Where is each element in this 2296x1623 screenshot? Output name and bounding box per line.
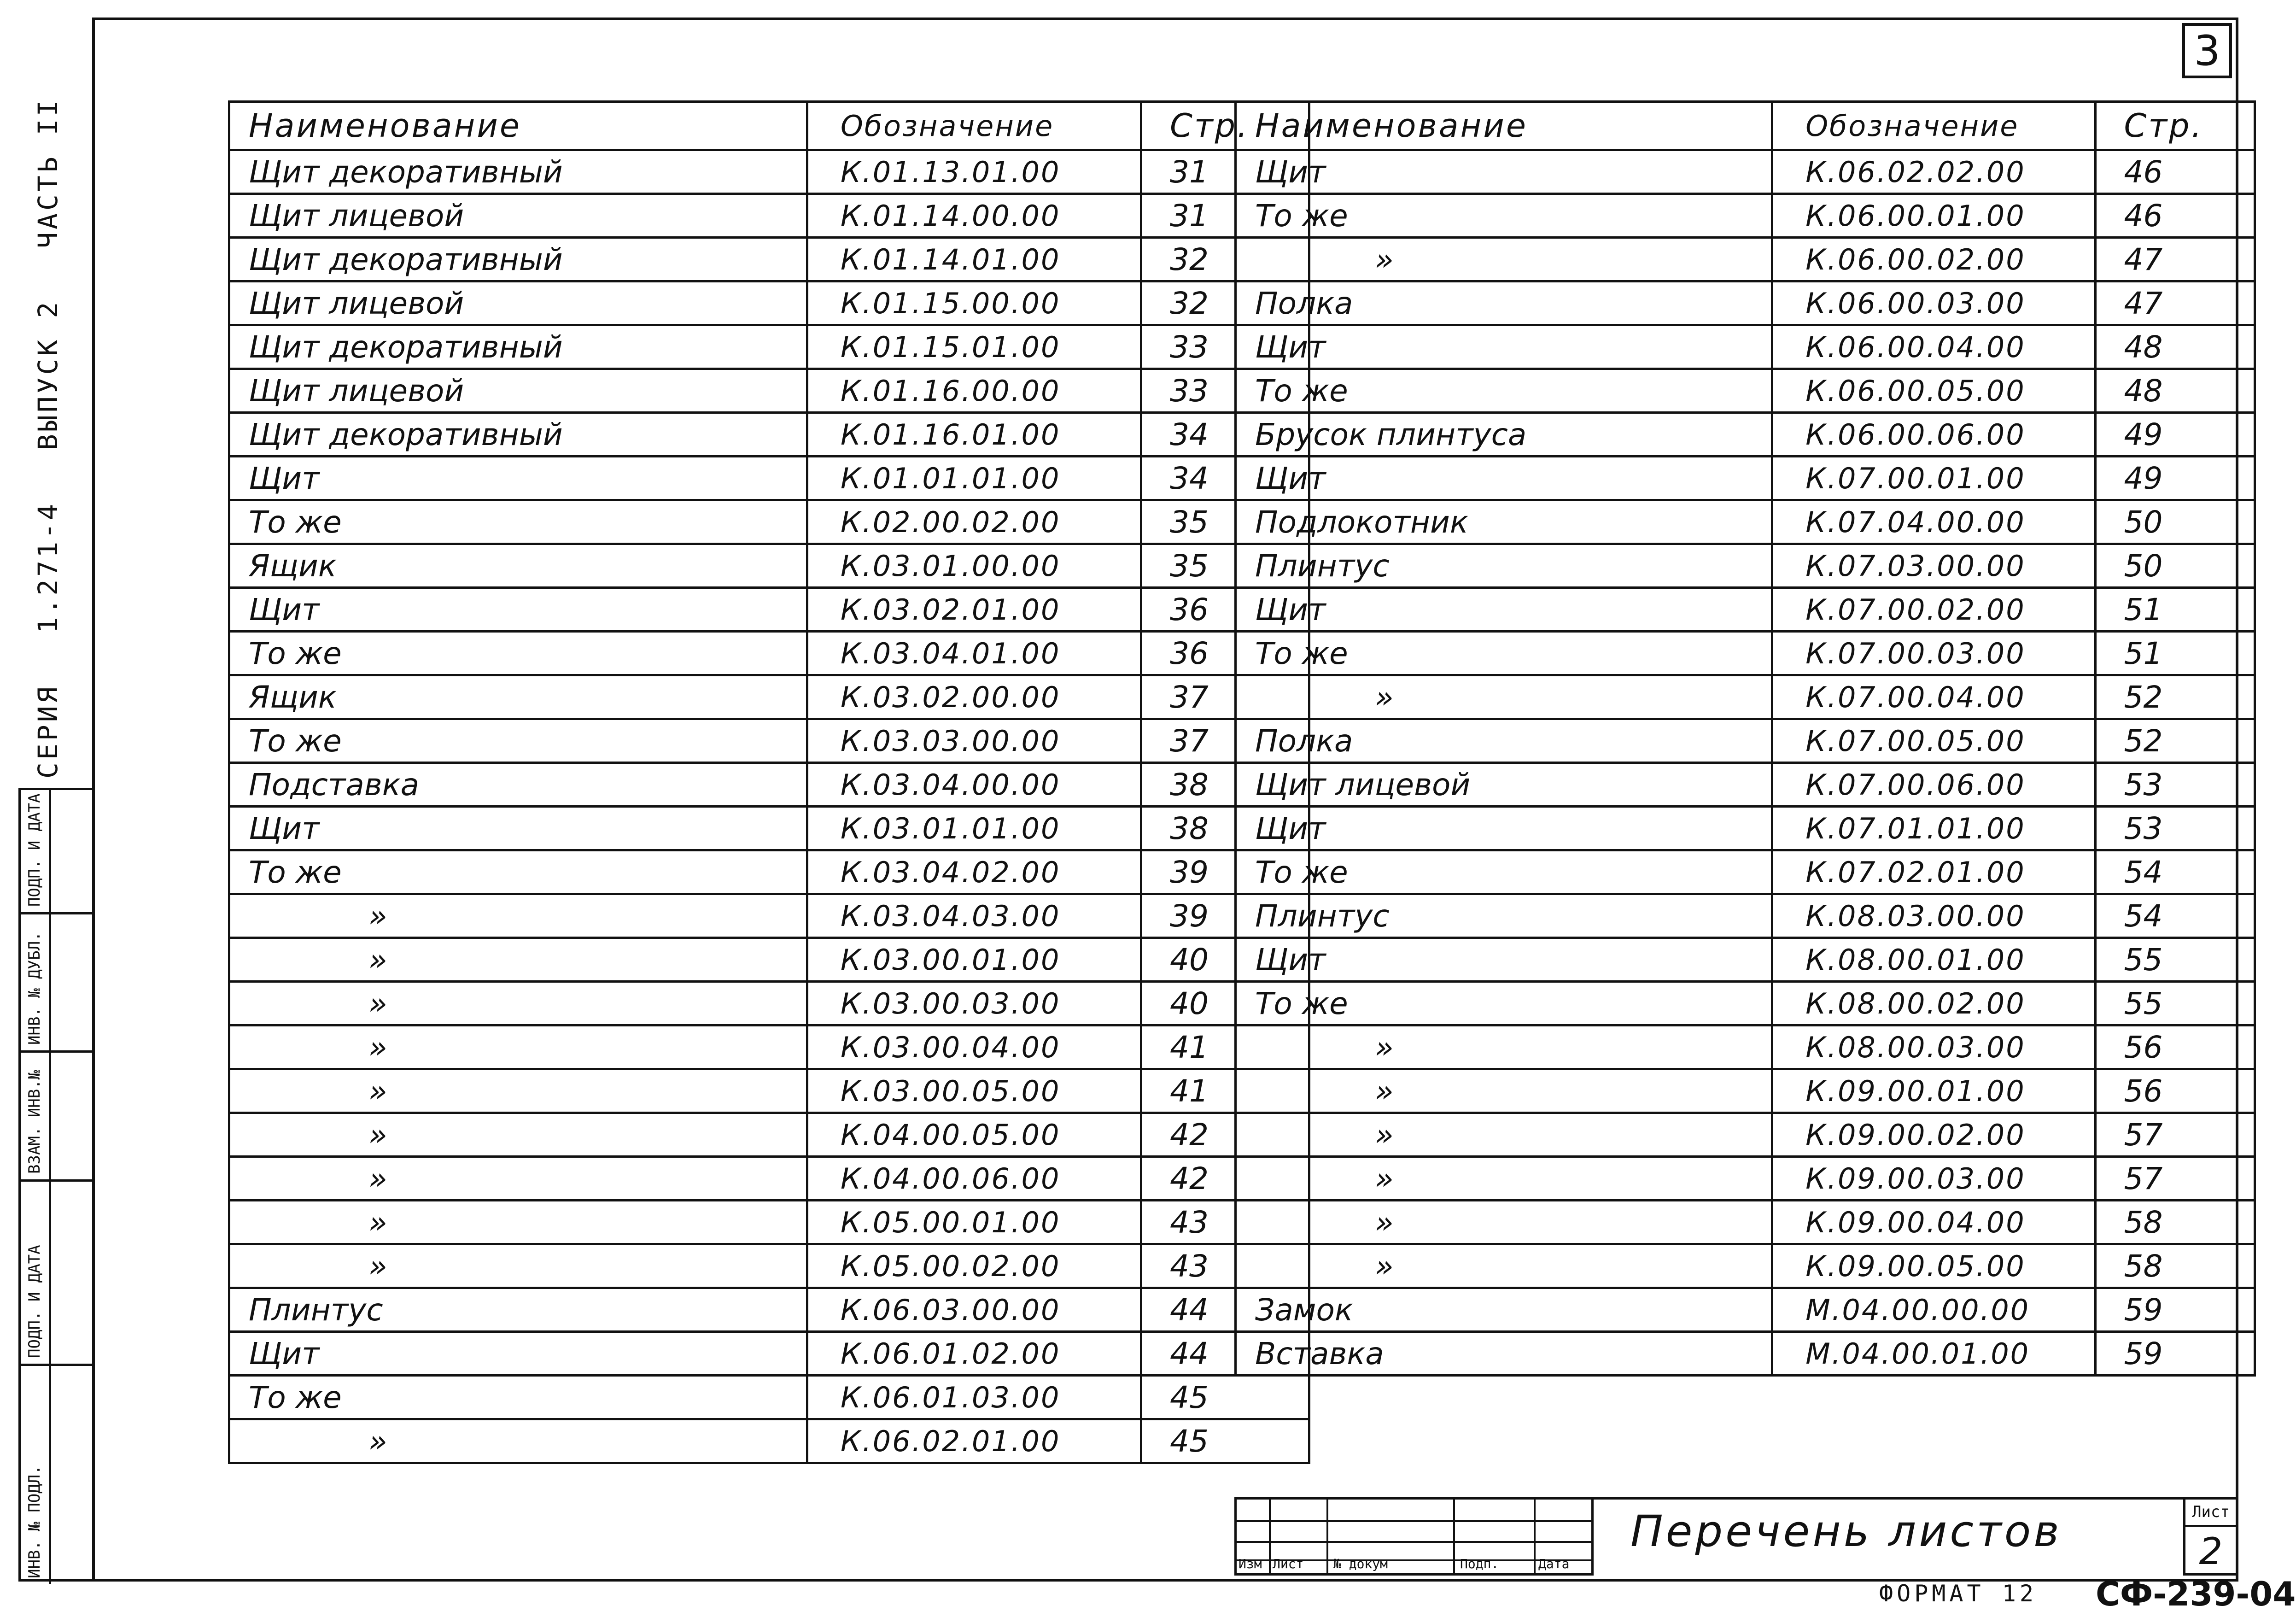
row-page: 53 [2095,807,2255,850]
row-designation: К.03.00.04.00 [807,1025,1141,1069]
table-row [1236,1069,2255,1113]
row-page: 48 [2095,369,2255,413]
table-row [229,1376,1309,1419]
table-row [1236,1201,2255,1244]
row-name: То же [229,632,807,675]
row-designation: К.04.00.06.00 [807,1157,1141,1201]
table-row [1236,1025,2255,1069]
table-row [229,894,1309,938]
row-name: То же [229,719,807,763]
row-page: 49 [2095,457,2255,500]
table-row [1236,369,2255,413]
col-label-sheet: Лист [1273,1556,1304,1571]
row-name: » [229,982,807,1025]
table-row [229,850,1309,894]
row-name: Вставка [1236,1332,1772,1376]
row-name: То же [229,850,807,894]
sheet-label: Лист [2185,1500,2236,1527]
row-name: Полка [1236,719,1772,763]
row-page: 56 [2095,1025,2255,1069]
row-name: » [1236,1244,1772,1288]
row-designation: К.06.00.05.00 [1772,369,2095,413]
row-page: 44 [1141,1332,1309,1376]
row-name: » [229,1201,807,1244]
row-designation: К.01.01.01.00 [807,457,1141,500]
row-page: 47 [2095,238,2255,281]
row-designation: К.08.00.01.00 [1772,938,2095,982]
row-name: Ящик [229,675,807,719]
table-row [229,413,1309,457]
row-page: 40 [1141,938,1309,982]
row-designation: К.06.01.03.00 [807,1376,1141,1419]
drawing-code: СФ-239-04 [2096,1575,2296,1613]
table-row [1236,194,2255,238]
row-name: Брусок плинтуса [1236,413,1772,457]
row-name: Щит лицевой [229,369,807,413]
row-designation: К.07.00.02.00 [1772,588,2095,632]
row-designation: К.05.00.02.00 [807,1244,1141,1288]
row-page: 52 [2095,675,2255,719]
row-name: Щит [229,807,807,850]
table-row [1236,1244,2255,1288]
table-row [1236,982,2255,1025]
format-label: ФОРМАТ 12 [1879,1580,2037,1607]
col-label-doc-number: № докум [1333,1556,1388,1571]
stamp-label: ПОДП. И ДАТА [25,793,44,907]
row-page: 55 [2095,938,2255,982]
row-designation: К.03.00.05.00 [807,1069,1141,1113]
row-name: Щит [229,1332,807,1376]
table-row [229,588,1309,632]
row-designation: К.02.00.02.00 [807,500,1141,544]
table-row [1236,500,2255,544]
table-row [229,763,1309,807]
issue-label: ВЫПУСК 2 [32,299,64,451]
table-row [1236,763,2255,807]
table-row [1236,675,2255,719]
row-page: 32 [1141,238,1309,281]
row-designation: К.03.04.02.00 [807,850,1141,894]
row-page: 38 [1141,807,1309,850]
row-page: 44 [1141,1288,1309,1332]
row-designation: К.03.02.01.00 [807,588,1141,632]
stamp-cell [21,1366,92,1584]
row-designation: К.07.00.06.00 [1772,763,2095,807]
table-row [229,1113,1309,1157]
row-page: 33 [1141,325,1309,369]
stamp-label: ИНВ. № ПОДЛ. [25,1465,44,1578]
row-designation: К.06.00.04.00 [1772,325,2095,369]
row-page: 42 [1141,1157,1309,1201]
row-page: 43 [1141,1244,1309,1288]
table-row [229,1419,1309,1463]
row-designation: К.07.00.01.00 [1772,457,2095,500]
table-row [229,1332,1309,1376]
table-row [1236,413,2255,457]
row-page: 50 [2095,544,2255,588]
row-designation: М.04.00.01.00 [1772,1332,2095,1376]
row-name: » [1236,1201,1772,1244]
row-name: » [229,894,807,938]
table-row [1236,894,2255,938]
row-name: То же [1236,850,1772,894]
sheet-number: 2 [2199,1530,2223,1573]
table-row [229,457,1309,500]
table-row [229,982,1309,1025]
table-row [229,1157,1309,1201]
row-page: 45 [1141,1376,1309,1419]
row-page: 54 [2095,850,2255,894]
row-name: То же [229,1376,807,1419]
table-row [1236,281,2255,325]
stamp-cell [21,914,92,1053]
row-designation: К.08.00.02.00 [1772,982,2095,1025]
table-row [1236,325,2255,369]
col-label-signature: Подп. [1460,1556,1499,1571]
row-designation: К.01.14.00.00 [807,194,1141,238]
row-page: 41 [1141,1025,1309,1069]
row-designation: К.06.03.00.00 [807,1288,1141,1332]
row-designation: К.03.04.00.00 [807,763,1141,807]
row-page: 52 [2095,719,2255,763]
row-page: 37 [1141,719,1309,763]
row-designation: К.07.03.00.00 [1772,544,2095,588]
row-designation: К.03.01.00.00 [807,544,1141,588]
row-name: » [229,1157,807,1201]
row-name: Щит [1236,457,1772,500]
row-page: 45 [1141,1419,1309,1463]
row-name: » [1236,1113,1772,1157]
row-designation: К.01.15.00.00 [807,281,1141,325]
left-sheet-list [228,100,1310,1464]
stamp-cell [21,790,92,914]
table-row [1236,544,2255,588]
right-sheet-list [1234,100,2256,1377]
row-designation: К.06.02.01.00 [807,1419,1141,1463]
table-row [1236,238,2255,281]
table-row [1236,1288,2255,1332]
row-designation: К.07.00.04.00 [1772,675,2095,719]
row-designation: К.01.16.00.00 [807,369,1141,413]
row-page: 58 [2095,1244,2255,1288]
stamp-label: ИНВ. № ДУБЛ. [25,932,44,1045]
stamp-strip [18,788,92,1582]
row-name: Плинтус [1236,894,1772,938]
row-page: 51 [2095,588,2255,632]
row-name: Подставка [229,763,807,807]
header-page: Стр. [2095,102,2255,150]
stamp-cell [21,1182,92,1366]
row-page: 49 [2095,413,2255,457]
table-row [229,500,1309,544]
table-row [229,238,1309,281]
table-header-row [1236,102,2255,150]
row-designation: К.09.00.05.00 [1772,1244,2095,1288]
row-page: 40 [1141,982,1309,1025]
row-page: 38 [1141,763,1309,807]
row-page: 47 [2095,281,2255,325]
row-designation: К.03.00.01.00 [807,938,1141,982]
row-designation: К.03.04.03.00 [807,894,1141,938]
table-row [1236,850,2255,894]
row-designation: К.01.13.01.00 [807,150,1141,194]
row-page: 43 [1141,1201,1309,1244]
table-row [229,1288,1309,1332]
row-designation: К.03.02.00.00 [807,675,1141,719]
row-page: 58 [2095,1201,2255,1244]
table-row [1236,807,2255,850]
row-designation: К.01.15.01.00 [807,325,1141,369]
row-name: Подлокотник [1236,500,1772,544]
header-name: Наименование [229,102,807,150]
row-page: 39 [1141,850,1309,894]
row-name: » [229,1069,807,1113]
row-page: 42 [1141,1113,1309,1157]
table-row [1236,1332,2255,1376]
table-row [229,719,1309,763]
table-row [229,150,1309,194]
table-row [229,1201,1309,1244]
row-page: 31 [1141,150,1309,194]
row-designation: К.06.00.02.00 [1772,238,2095,281]
row-name: Ящик [229,544,807,588]
row-name: » [1236,1025,1772,1069]
row-name: » [229,1025,807,1069]
header-designation: Обозначение [807,102,1141,150]
stamp-label: ПОДП. И ДАТА [25,1245,44,1358]
row-page: 57 [2095,1157,2255,1201]
row-name: Щит [229,457,807,500]
row-page: 31 [1141,194,1309,238]
row-name: » [1236,1069,1772,1113]
table-row [229,544,1309,588]
row-name: Щит [1236,807,1772,850]
row-designation: К.05.00.01.00 [807,1201,1141,1244]
row-designation: К.07.04.00.00 [1772,500,2095,544]
table-header-row [229,102,1309,150]
row-name: » [229,1419,807,1463]
header-designation: Обозначение [1772,102,2095,150]
row-page: 55 [2095,982,2255,1025]
row-page: 51 [2095,632,2255,675]
row-page: 59 [2095,1332,2255,1376]
row-designation: М.04.00.00.00 [1772,1288,2095,1332]
table-row [229,1025,1309,1069]
row-designation: К.09.00.03.00 [1772,1157,2095,1201]
series-number: 1.271-4 [32,501,64,633]
table-row [1236,719,2255,763]
row-page: 59 [2095,1288,2255,1332]
row-page: 36 [1141,632,1309,675]
series-title [32,97,88,779]
row-name: Щит декоративный [229,238,807,281]
row-designation: К.03.01.01.00 [807,807,1141,850]
row-name: Щит [1236,588,1772,632]
row-page: 35 [1141,544,1309,588]
stamp-label: ВЗАМ. ИНВ.№ [25,1070,44,1174]
document-title: Перечень листов [1630,1506,2062,1557]
table-row [1236,632,2255,675]
row-page: 48 [2095,325,2255,369]
row-designation: К.08.00.03.00 [1772,1025,2095,1069]
row-name: » [1236,1157,1772,1201]
table-row [229,325,1309,369]
table-row [229,807,1309,850]
row-page: 46 [2095,194,2255,238]
row-name: Щит декоративный [229,413,807,457]
table-row [229,1244,1309,1288]
row-designation: К.09.00.04.00 [1772,1201,2095,1244]
row-page: 39 [1141,894,1309,938]
row-page: 32 [1141,281,1309,325]
row-designation: К.07.01.01.00 [1772,807,2095,850]
table-row [229,938,1309,982]
col-label-change: Изм [1239,1556,1262,1571]
row-page: 41 [1141,1069,1309,1113]
row-designation: К.08.03.00.00 [1772,894,2095,938]
table-row [1236,1113,2255,1157]
row-name: Плинтус [1236,544,1772,588]
stamp-cell [21,1053,92,1182]
part-label: ЧАСТЬ II [32,97,64,248]
row-designation: К.07.00.05.00 [1772,719,2095,763]
row-name: То же [229,500,807,544]
row-name: Полка [1236,281,1772,325]
row-name: Щит декоративный [229,150,807,194]
header-page: Стр. [1141,102,1309,150]
row-designation: К.04.00.05.00 [807,1113,1141,1157]
row-designation: К.06.00.03.00 [1772,281,2095,325]
row-page: 50 [2095,500,2255,544]
row-name: То же [1236,632,1772,675]
row-designation: К.01.14.01.00 [807,238,1141,281]
row-page: 34 [1141,413,1309,457]
row-name: » [229,1113,807,1157]
row-designation: К.06.00.06.00 [1772,413,2095,457]
row-name: Щит [1236,325,1772,369]
sheet-box [2183,1497,2238,1576]
table-row [1236,1157,2255,1201]
col-label-date: Дата [1538,1556,1570,1571]
row-designation: К.09.00.02.00 [1772,1113,2095,1157]
table-row [229,632,1309,675]
table-row [229,1069,1309,1113]
row-designation: К.03.03.00.00 [807,719,1141,763]
row-page: 54 [2095,894,2255,938]
table-row [1236,457,2255,500]
table-row [1236,150,2255,194]
row-page: 56 [2095,1069,2255,1113]
row-name: Щит лицевой [229,281,807,325]
row-name: Щит лицевой [1236,763,1772,807]
table-row [1236,938,2255,982]
row-name: Щит [1236,150,1772,194]
title-block-top-rule [1594,1497,2183,1500]
row-name: Щит лицевой [229,194,807,238]
row-name: То же [1236,369,1772,413]
table-row [229,369,1309,413]
row-page: 53 [2095,763,2255,807]
row-designation: К.09.00.01.00 [1772,1069,2095,1113]
row-page: 46 [2095,150,2255,194]
row-designation: К.07.02.01.00 [1772,850,2095,894]
row-name: То же [1236,194,1772,238]
row-page: 35 [1141,500,1309,544]
row-page: 57 [2095,1113,2255,1157]
row-page: 34 [1141,457,1309,500]
page-number: 3 [2182,23,2232,78]
row-name: » [1236,238,1772,281]
row-designation: К.06.01.02.00 [807,1332,1141,1376]
row-designation: К.03.00.03.00 [807,982,1141,1025]
row-designation: К.03.04.01.00 [807,632,1141,675]
row-designation: К.01.16.01.00 [807,413,1141,457]
row-page: 37 [1141,675,1309,719]
row-name: Щит [1236,938,1772,982]
row-name: Щит [229,588,807,632]
table-row [229,281,1309,325]
row-page: 33 [1141,369,1309,413]
title-block [1234,1497,1594,1576]
row-designation: К.06.00.01.00 [1772,194,2095,238]
series-label: СЕРИЯ [32,684,64,779]
table-row [1236,588,2255,632]
row-name: То же [1236,982,1772,1025]
row-name: » [1236,675,1772,719]
row-name: Щит декоративный [229,325,807,369]
row-designation: К.07.00.03.00 [1772,632,2095,675]
row-name: Замок [1236,1288,1772,1332]
row-name: » [229,1244,807,1288]
row-name: » [229,938,807,982]
title-block-labels [1237,1553,1591,1571]
table-row [229,675,1309,719]
row-name: Плинтус [229,1288,807,1332]
row-designation: К.06.02.02.00 [1772,150,2095,194]
header-name: Наименование [1236,102,1772,150]
row-page: 36 [1141,588,1309,632]
table-row [229,194,1309,238]
